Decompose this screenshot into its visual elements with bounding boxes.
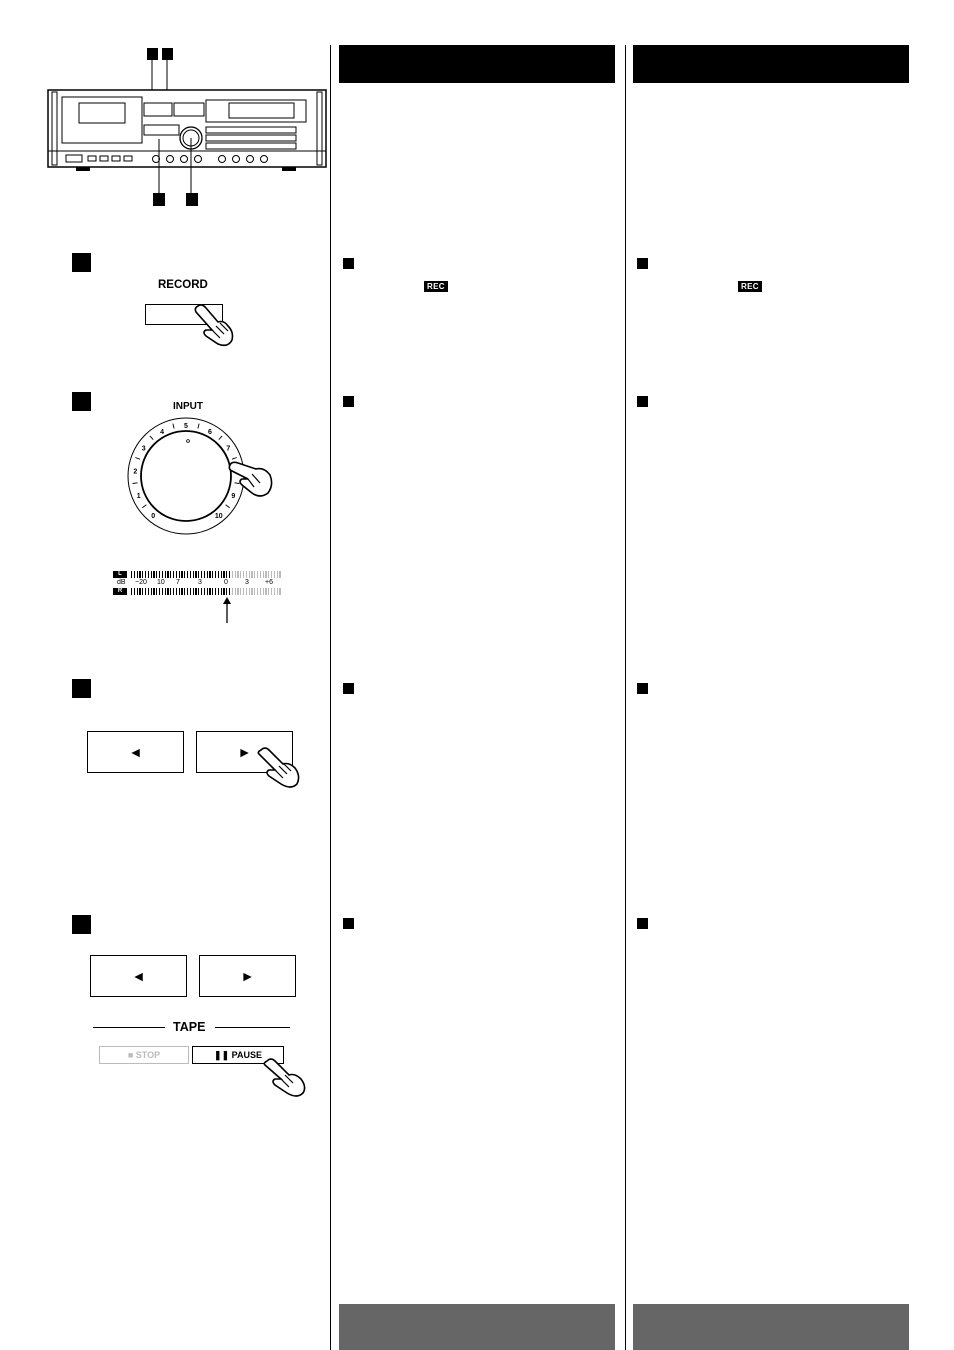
play-button-2[interactable] bbox=[199, 955, 296, 997]
pointing-hand-icon bbox=[255, 742, 305, 790]
pointing-hand-icon bbox=[226, 455, 276, 501]
meter-segment bbox=[265, 571, 266, 578]
column-1-rec-badge: REC bbox=[424, 281, 448, 292]
meter-segment bbox=[148, 588, 149, 595]
column-1-bullet-4 bbox=[343, 918, 354, 929]
meter-segment bbox=[139, 588, 140, 595]
meter-segment bbox=[274, 571, 275, 578]
meter-scale-label: 10 bbox=[157, 579, 165, 586]
meter-segment bbox=[179, 571, 180, 578]
meter-scale-label: 3 bbox=[245, 579, 249, 586]
meter-segment bbox=[159, 571, 160, 578]
meter-segment bbox=[184, 588, 185, 595]
meter-segment bbox=[195, 571, 196, 578]
dial-tick-label: 7 bbox=[226, 445, 231, 453]
meter-segment bbox=[142, 588, 143, 595]
meter-segment bbox=[263, 571, 264, 578]
meter-scale-label: dB bbox=[117, 579, 126, 586]
meter-segment bbox=[263, 588, 264, 595]
dial-tick-label: 6 bbox=[207, 429, 212, 436]
meter-segment bbox=[153, 571, 154, 578]
column-2-bullet-4 bbox=[637, 918, 648, 929]
meter-segment bbox=[181, 588, 182, 595]
meter-segment bbox=[215, 588, 216, 595]
meter-segment bbox=[243, 588, 244, 595]
meter-segment bbox=[162, 588, 163, 595]
meter-segment bbox=[223, 571, 224, 578]
meter-segment bbox=[268, 571, 269, 578]
meter-segment bbox=[201, 588, 202, 595]
dial-tick-mark bbox=[135, 458, 140, 460]
step-marker-4 bbox=[72, 915, 91, 934]
pointing-hand-icon bbox=[262, 1055, 312, 1099]
meter-segment bbox=[235, 588, 236, 595]
meter-segment bbox=[246, 571, 247, 578]
column-1-bullet-2 bbox=[343, 396, 354, 407]
meter-segment bbox=[181, 571, 182, 578]
level-pointer-arrow-icon bbox=[221, 596, 233, 624]
meter-scale-label: +6 bbox=[265, 579, 273, 586]
meter-scale bbox=[113, 579, 283, 587]
meter-segment bbox=[277, 588, 278, 595]
meter-segment bbox=[173, 571, 174, 578]
meter-segment bbox=[271, 571, 272, 578]
meter-segment bbox=[221, 588, 222, 595]
meter-segment bbox=[134, 588, 135, 595]
meter-segment bbox=[265, 588, 266, 595]
input-label: INPUT bbox=[173, 401, 203, 412]
meter-segment bbox=[131, 588, 132, 595]
meter-segment bbox=[167, 588, 168, 595]
dial-tick-label: 4 bbox=[160, 429, 165, 436]
meter-segment bbox=[251, 571, 252, 578]
meter-segment bbox=[229, 588, 230, 595]
dial-tick-label: 0 bbox=[151, 513, 156, 521]
meter-segment bbox=[215, 571, 216, 578]
column-2-bullet-3 bbox=[637, 683, 648, 694]
meter-segment bbox=[131, 571, 132, 578]
tape-group-label: TAPE bbox=[173, 1020, 206, 1034]
meter-segment bbox=[279, 588, 280, 595]
meter-segment bbox=[151, 571, 152, 578]
meter-segment bbox=[142, 571, 143, 578]
meter-segment bbox=[260, 571, 261, 578]
meter-segment bbox=[184, 571, 185, 578]
meter-segment bbox=[187, 588, 188, 595]
meter-segment bbox=[148, 571, 149, 578]
column-2-bullet-2 bbox=[637, 396, 648, 407]
meter-segment bbox=[207, 588, 208, 595]
meter-segment bbox=[137, 571, 138, 578]
meter-segment bbox=[279, 571, 280, 578]
meter-segment bbox=[271, 588, 272, 595]
meter-segment bbox=[167, 571, 168, 578]
meter-segment bbox=[237, 588, 238, 595]
meter-segment bbox=[249, 588, 250, 595]
callout-marker bbox=[147, 48, 158, 60]
meter-segment bbox=[156, 588, 157, 595]
column-2-bullet-1 bbox=[637, 258, 648, 269]
meter-segment bbox=[209, 588, 210, 595]
meter-segment bbox=[198, 571, 199, 578]
pointing-hand-icon bbox=[190, 300, 240, 350]
stop-button[interactable] bbox=[99, 1046, 189, 1064]
meter-segment bbox=[179, 588, 180, 595]
meter-segment bbox=[235, 571, 236, 578]
callout-marker bbox=[186, 193, 198, 206]
play-arrow-icon: ► bbox=[237, 744, 252, 760]
meter-segment bbox=[151, 588, 152, 595]
dial-tick-mark bbox=[150, 436, 153, 440]
rewind-arrow-icon: ◄ bbox=[128, 744, 143, 760]
meter-scale-label: 3 bbox=[198, 579, 202, 586]
stop-label: ■ STOP bbox=[127, 1050, 161, 1060]
device-illustration bbox=[46, 45, 328, 210]
meter-segment bbox=[268, 588, 269, 595]
callout-marker bbox=[162, 48, 173, 60]
meter-segment bbox=[201, 571, 202, 578]
dial-tick-label: 10 bbox=[214, 513, 223, 521]
meter-segment bbox=[243, 571, 244, 578]
column-2-header-bar bbox=[633, 45, 909, 83]
play-arrow-icon: ► bbox=[240, 968, 255, 984]
meter-segment bbox=[173, 588, 174, 595]
column-1-bullet-1 bbox=[343, 258, 354, 269]
meter-segment bbox=[221, 571, 222, 578]
column-1-footer-bar bbox=[339, 1304, 615, 1350]
meter-tag-right: R bbox=[113, 588, 127, 595]
rewind-button[interactable] bbox=[87, 731, 184, 773]
meter-segment bbox=[159, 588, 160, 595]
dial-tick-mark bbox=[219, 436, 222, 440]
meter-segment bbox=[237, 571, 238, 578]
meter-segment bbox=[277, 571, 278, 578]
dial-tick-mark bbox=[142, 505, 146, 508]
tape-group-rule-left bbox=[93, 1027, 165, 1028]
meter-segment bbox=[190, 571, 191, 578]
meter-segment bbox=[176, 588, 177, 595]
meter-segment bbox=[170, 588, 171, 595]
meter-segment bbox=[226, 588, 227, 595]
column-1-header-bar bbox=[339, 45, 615, 83]
step-marker-1 bbox=[72, 253, 91, 272]
pause-label: ❚❚ PAUSE bbox=[214, 1049, 262, 1060]
meter-segment bbox=[232, 571, 233, 578]
dial-tick-label: 1 bbox=[136, 493, 141, 501]
meter-segment bbox=[251, 588, 252, 595]
dial-tick-label: 5 bbox=[184, 423, 188, 430]
meter-segment bbox=[204, 571, 205, 578]
column-1-bullet-3 bbox=[343, 683, 354, 694]
meter-segment bbox=[162, 571, 163, 578]
meter-segment bbox=[207, 571, 208, 578]
meter-segment bbox=[232, 588, 233, 595]
column-divider bbox=[625, 45, 626, 1350]
meter-segment bbox=[187, 571, 188, 578]
meter-segment bbox=[257, 571, 258, 578]
meter-segment bbox=[165, 588, 166, 595]
dial-tick-mark bbox=[198, 424, 199, 429]
record-label: RECORD bbox=[158, 279, 208, 291]
meter-segment bbox=[137, 588, 138, 595]
meter-segment bbox=[226, 571, 227, 578]
meter-segment bbox=[260, 588, 261, 595]
meter-segment bbox=[274, 588, 275, 595]
meter-segment bbox=[176, 571, 177, 578]
meter-segment bbox=[223, 588, 224, 595]
column-divider bbox=[330, 45, 331, 1350]
meter-segment bbox=[212, 571, 213, 578]
meter-segment bbox=[209, 571, 210, 578]
rewind-button-2[interactable] bbox=[90, 955, 187, 997]
meter-scale-label: 7 bbox=[176, 579, 180, 586]
meter-segment bbox=[193, 588, 194, 595]
callout-marker bbox=[153, 193, 165, 206]
meter-scale-label: 0 bbox=[224, 579, 228, 586]
meter-segment bbox=[145, 588, 146, 595]
rewind-arrow-icon: ◄ bbox=[131, 968, 146, 984]
meter-segment bbox=[249, 571, 250, 578]
dial-tick-label: 3 bbox=[141, 445, 146, 453]
meter-segment bbox=[257, 588, 258, 595]
meter-segment bbox=[198, 588, 199, 595]
meter-segment bbox=[254, 571, 255, 578]
level-meter bbox=[113, 571, 283, 596]
dial-tick-label: 2 bbox=[133, 468, 138, 476]
dial-tick-mark bbox=[173, 424, 174, 429]
meter-segment bbox=[240, 588, 241, 595]
meter-tag-left: L bbox=[113, 571, 127, 578]
meter-segment bbox=[254, 588, 255, 595]
tape-group-rule-right bbox=[215, 1027, 290, 1028]
meter-segment bbox=[229, 571, 230, 578]
meter-segment bbox=[170, 571, 171, 578]
column-2-footer-bar bbox=[633, 1304, 909, 1350]
meter-segment bbox=[195, 588, 196, 595]
meter-scale-label: −20 bbox=[135, 579, 147, 586]
column-2-rec-badge: REC bbox=[738, 281, 762, 292]
meter-segment bbox=[190, 588, 191, 595]
step-marker-2 bbox=[72, 392, 91, 411]
meter-segment bbox=[156, 571, 157, 578]
meter-segment bbox=[193, 571, 194, 578]
meter-segment bbox=[218, 588, 219, 595]
dial-tick-label: 9 bbox=[231, 493, 236, 501]
meter-segment bbox=[153, 588, 154, 595]
meter-segment bbox=[218, 571, 219, 578]
meter-segment bbox=[134, 571, 135, 578]
step-marker-3 bbox=[72, 679, 91, 698]
meter-segment bbox=[165, 571, 166, 578]
meter-segment bbox=[246, 588, 247, 595]
meter-segment bbox=[240, 571, 241, 578]
meter-segment bbox=[145, 571, 146, 578]
meter-segment bbox=[212, 588, 213, 595]
dial-tick-mark bbox=[226, 505, 230, 508]
meter-segment bbox=[204, 588, 205, 595]
dial-tick-mark bbox=[133, 483, 138, 484]
meter-segment bbox=[139, 571, 140, 578]
